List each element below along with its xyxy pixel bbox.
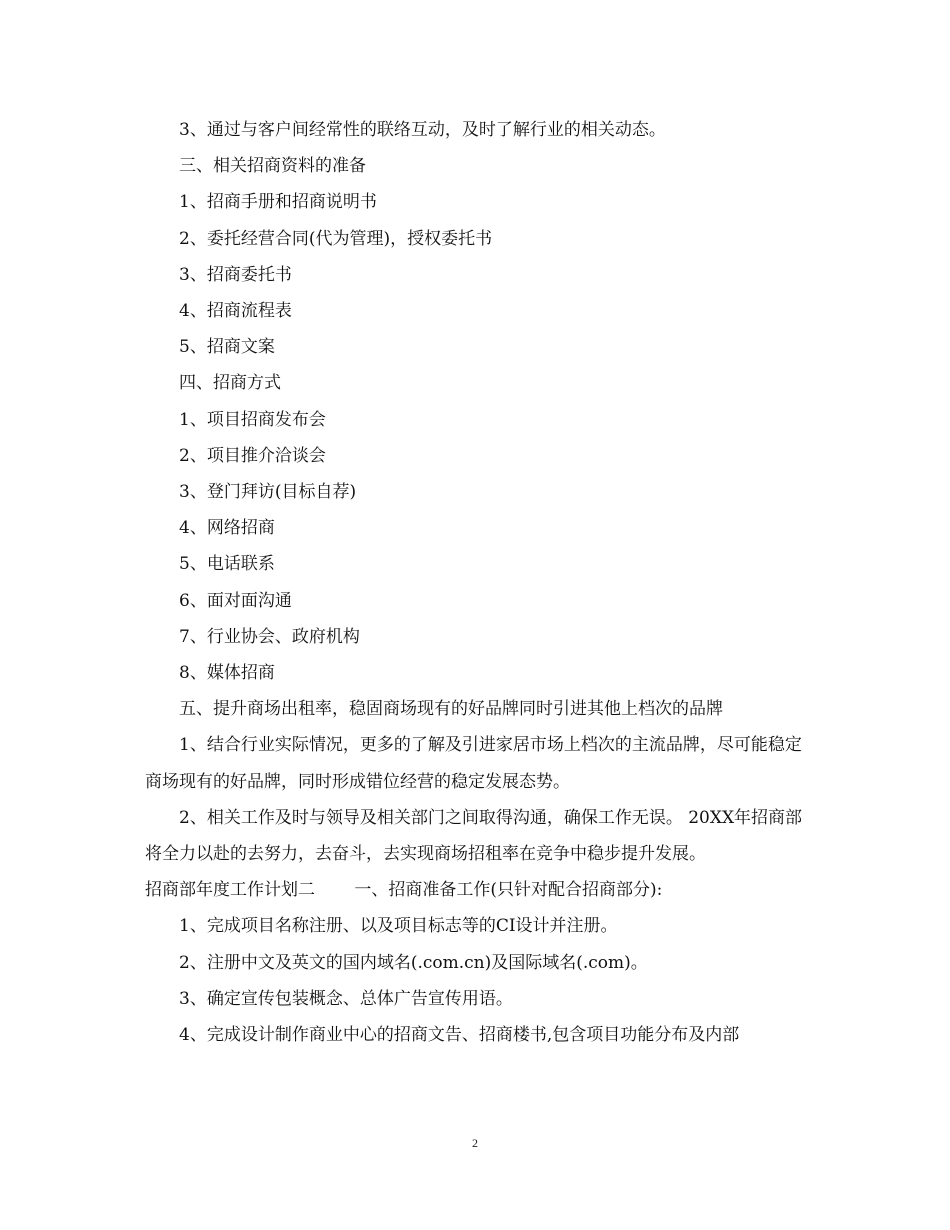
document-body: [145, 112, 805, 1053]
list-item: 8、媒体招商: [179, 663, 275, 684]
list-item: 1、项目招商发布会: [179, 409, 326, 430]
list-item: 1、完成项目名称注册、以及项目标志等的CI设计并注册。: [179, 916, 618, 937]
section-heading: 四、招商方式: [179, 373, 281, 394]
list-item: 2、相关工作及时与领导及相关部门之间取得沟通，确保工作无误。 20XX年招商部将全力以赴的去努力，去奋斗，去实现商场招租率在竞争中稳步提升发展。: [145, 807, 803, 865]
list-item: 5、招商文案: [179, 337, 275, 358]
list-item: 1、结合行业实际情况，更多的了解及引进家居市场上档次的主流品牌，尽可能稳定商场现有的好品牌，同时形成错位经营的稳定发展态势。: [145, 735, 802, 792]
list-item: 3、招商委托书: [179, 264, 292, 285]
plan-title-line: 招商部年度工作计划二 一、招商准备工作(只针对配合招商部分):: [145, 880, 663, 901]
list-item: 7、行业协会、政府机构: [179, 626, 360, 647]
section-heading: 三、相关招商资料的准备: [179, 156, 366, 177]
list-item: 1、招商手册和招商说明书: [179, 192, 377, 213]
section-heading: 五、提升商场出租率，稳固商场现有的好品牌同时引进其他上档次的品牌: [179, 699, 723, 720]
list-item: 2、项目推介洽谈会: [179, 445, 326, 466]
list-item: 3、确定宣传包装概念、总体广告宣传用语。: [179, 988, 513, 1009]
list-item: 4、网络招商: [179, 518, 275, 539]
page-number: 2: [472, 1136, 478, 1150]
list-item: 2、注册中文及英文的国内域名(.com.cn)及国际域名(.com)。: [179, 952, 648, 973]
list-item: 6、面对面沟通: [179, 590, 292, 611]
list-item: 3、登门拜访(目标自荐): [179, 482, 357, 503]
list-item: 4、招商流程表: [179, 301, 292, 322]
paragraph: 3、通过与客户间经常性的联络互动，及时了解行业的相关动态。: [179, 120, 666, 140]
list-item: 4、完成设计制作商业中心的招商文告、招商楼书,包含项目功能分布及内部: [179, 1025, 740, 1046]
list-item: 5、电话联系: [179, 554, 275, 575]
list-item: 2、委托经营合同(代为管理)，授权委托书: [179, 228, 493, 249]
